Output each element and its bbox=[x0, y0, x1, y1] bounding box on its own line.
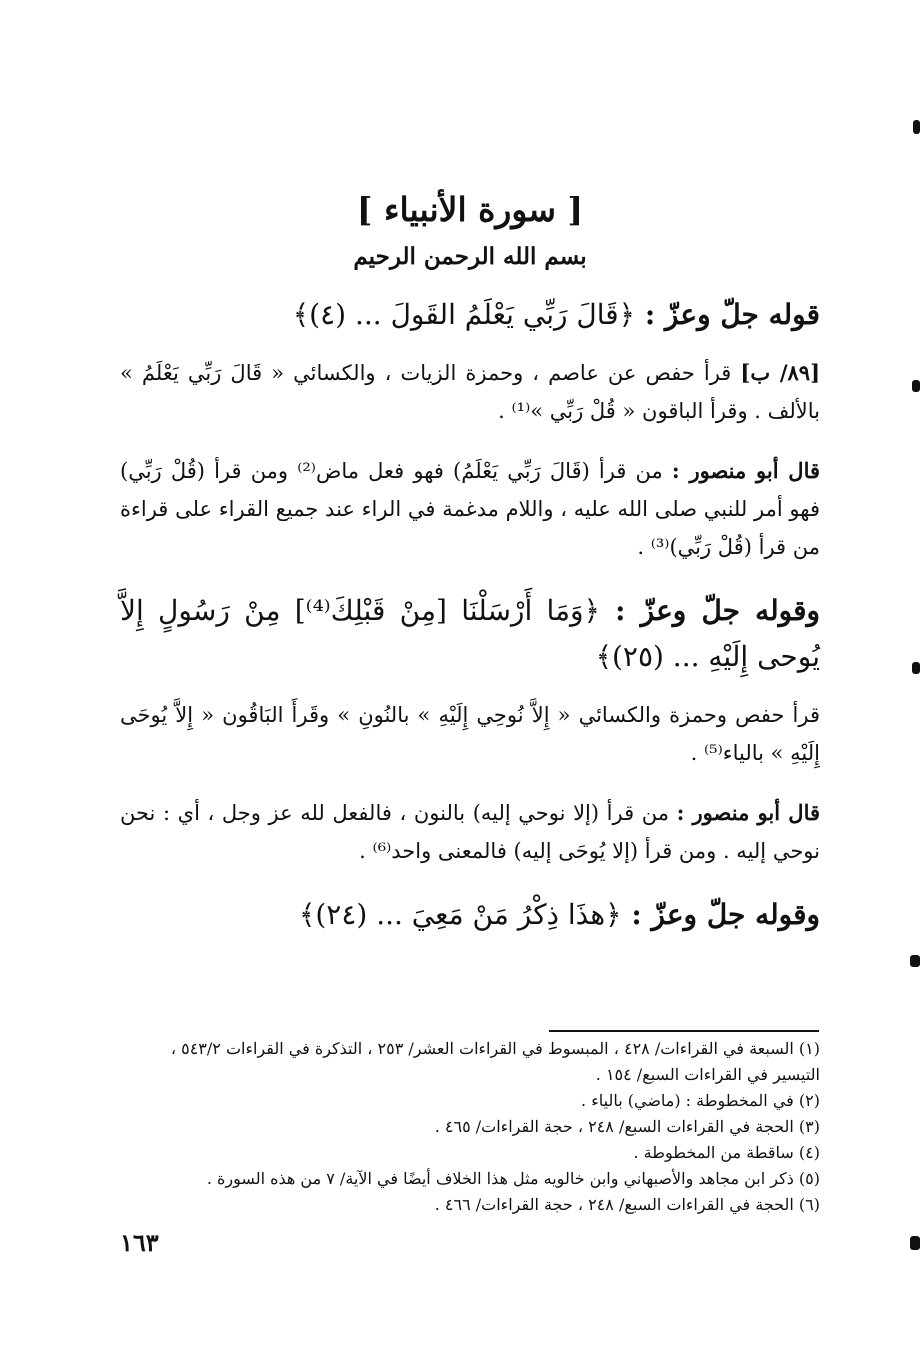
footnote-separator bbox=[549, 1030, 819, 1032]
page-body bbox=[120, 190, 820, 954]
paragraph-text: من قرأ (قَالَ رَبِّي يَعْلَمُ) فهو فعل ماض⁽²⁾ ومن قرأ (قُلْ رَبِّي) فهو أمر للنبي صلى الله عليه ، واللام مدغمة في الراء عند جميع القراء على قراءة من قرأ (قُلْ رَبِّي)⁽³⁾ . bbox=[120, 459, 820, 559]
paragraph-text: قرأ حفص عن عاصم ، وحمزة الزيات ، والكسائي « قَالَ رَبِّي يَعْلَمُ » بالألف . وقرأ الباقون « قُلْ رَبِّي »⁽¹⁾ . bbox=[120, 361, 820, 423]
footnote-line: (٣) الحجة في القراءات السبع/ ٢٤٨ ، حجة القراءات/ ٤٦٥ . bbox=[434, 1117, 820, 1136]
footnotes bbox=[120, 1036, 820, 1218]
verse-intro: وقوله جلّ وعزّ : bbox=[615, 594, 821, 627]
scan-mark bbox=[912, 662, 920, 674]
verse-intro: قوله جلّ وعزّ : bbox=[644, 298, 820, 331]
footnote-line: (١) السبعة في القراءات/ ٤٢٨ ، المبسوط في القراءات العشر/ ٢٥٣ ، التذكرة في القراءات ٥٤٣/٢ ، bbox=[170, 1039, 820, 1058]
commentary-paragraph bbox=[120, 452, 820, 566]
paragraph-lead: قال أبو منصور : bbox=[671, 458, 821, 483]
scan-mark bbox=[910, 1236, 920, 1250]
verse-heading bbox=[120, 892, 820, 938]
page-number: ١٦٣ bbox=[120, 1228, 159, 1257]
footnote-line: (٢) في المخطوطة : (ماضي) بالياء . bbox=[581, 1091, 820, 1110]
scan-mark bbox=[912, 380, 920, 392]
scan-mark bbox=[910, 955, 920, 967]
surah-title: [ سورة الأنبياء ] bbox=[356, 190, 584, 229]
verse-text: ﴿قَالَ رَبِّي يَعْلَمُ القَولَ ... (٤)﴾ bbox=[292, 298, 636, 331]
commentary-paragraph bbox=[120, 696, 820, 772]
scan-mark bbox=[913, 120, 920, 134]
footnote-line: (٥) ذكر ابن مجاهد والأصبهاني وابن خالويه مثل هذا الخلاف أيضًا في الآية/ ٧ من هذه السورة . bbox=[206, 1169, 820, 1188]
commentary-paragraph bbox=[120, 794, 820, 870]
footnote-line: التيسير في القراءات السبع/ ١٥٤ . bbox=[595, 1065, 820, 1084]
verse-text: ﴿وَمَا أَرْسَلْنَا [مِنْ قَبْلِكَ⁽⁴⁾] مِنْ رَسُولٍ إِلاَّ يُوحى إِلَيْهِ ... (٢٥)﴾ bbox=[120, 594, 820, 673]
paragraph-text: من قرأ (إلا نوحي إليه) بالنون ، فالفعل لله عز وجل ، أي : نحن نوحي إليه . ومن قرأ (إلا يُوحَى إليه) فالمعنى واحد⁽⁶⁾ . bbox=[120, 801, 820, 863]
paragraph-text: قرأ حفص وحمزة والكسائي « إِلاَّ نُوحِي إِلَيْهِ » بالنُونِ » وقَرأَ البَاقُون « إِلاَّ يُوحَى إِلَيْهِ » بالياء⁽⁵⁾ . bbox=[120, 703, 820, 765]
verse-intro: وقوله جلّ وعزّ : bbox=[631, 898, 820, 931]
basmala: بسم الله الرحمن الرحيم bbox=[353, 243, 587, 270]
verse-text: ﴿هذَا ذِكْرُ مَنْ مَعِيَ ... (٢٤)﴾ bbox=[298, 898, 622, 931]
paragraph-lead: [٨٩/ ب] bbox=[740, 360, 820, 385]
verse-heading bbox=[120, 588, 820, 680]
footnote-line: (٦) الحجة في القراءات السبع/ ٢٤٨ ، حجة القراءات/ ٤٦٦ . bbox=[434, 1195, 820, 1214]
footnote-line: (٤) ساقطة من المخطوطة . bbox=[633, 1143, 820, 1162]
commentary-paragraph bbox=[120, 354, 820, 430]
verse-heading bbox=[120, 292, 820, 338]
paragraph-lead: قال أبو منصور : bbox=[676, 800, 821, 825]
